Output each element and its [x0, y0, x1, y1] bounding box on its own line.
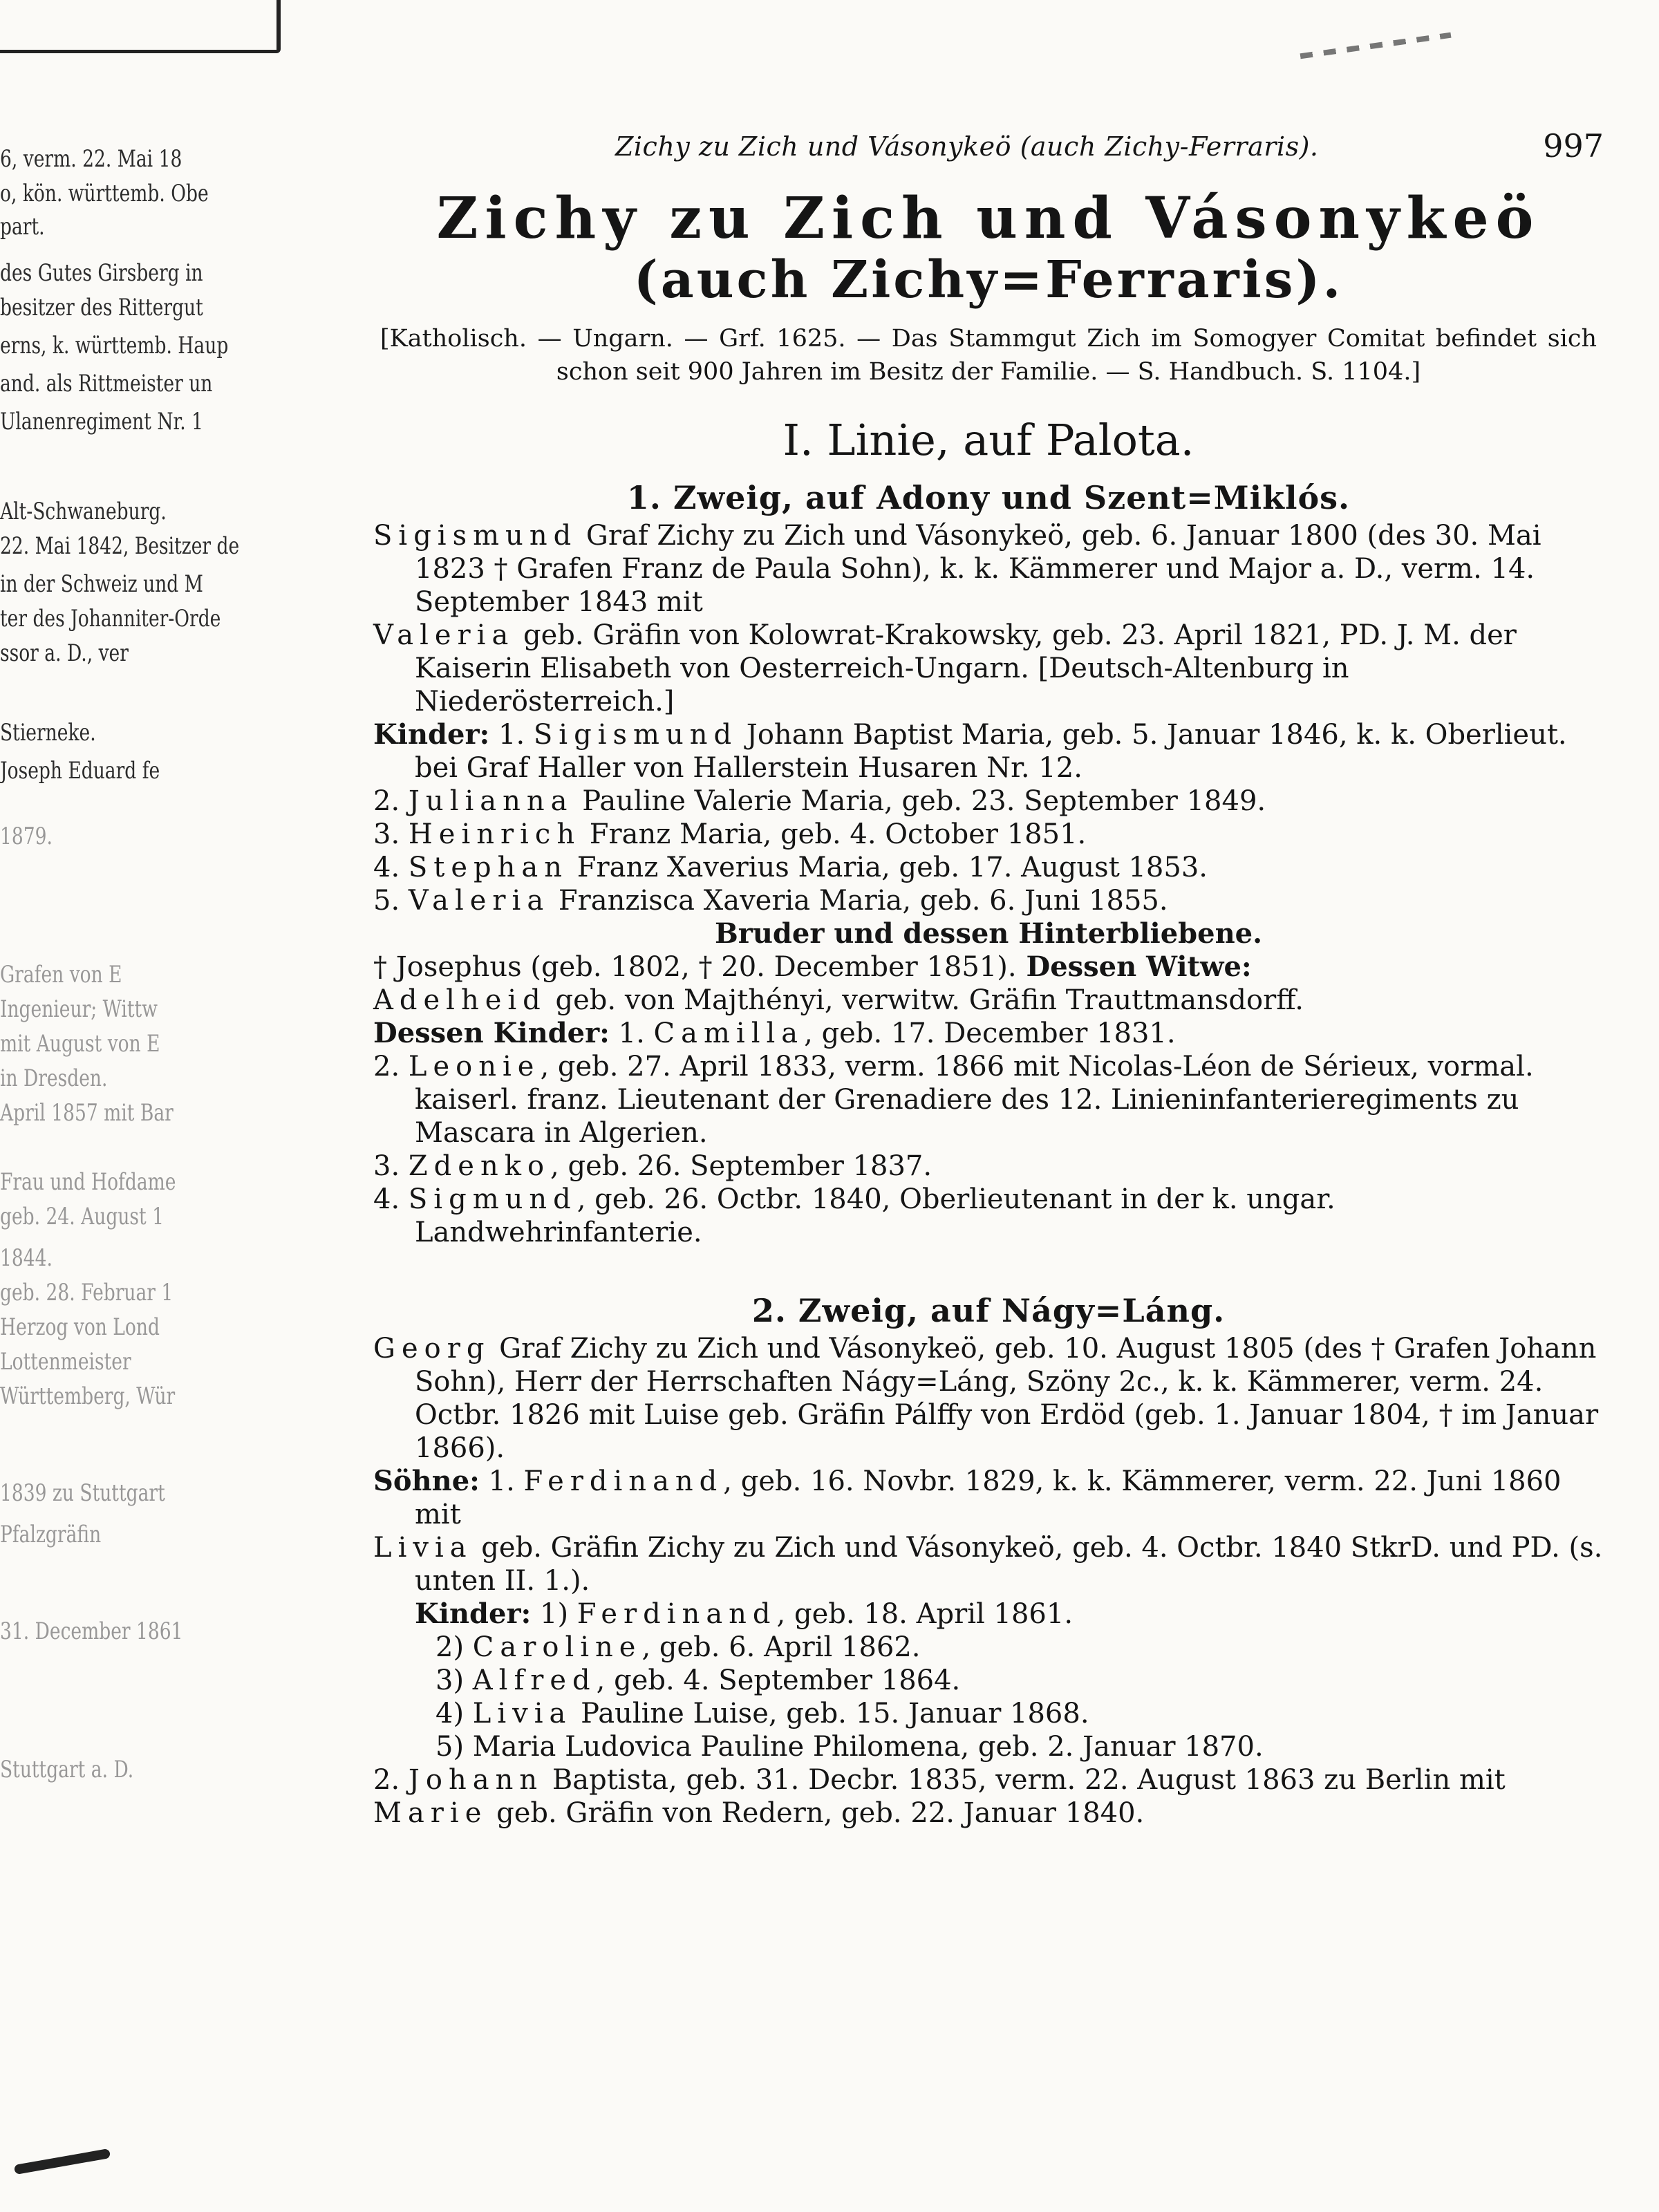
- previous-page-line: Pfalzgräfin: [0, 1521, 102, 1548]
- person-name: Leonie: [408, 1051, 541, 1082]
- previous-page-line: Ingenieur; Wittw: [0, 995, 158, 1023]
- previous-page-line: geb. 24. August 1: [0, 1203, 164, 1230]
- person-name: Livia: [373, 1532, 473, 1564]
- previous-page-line: 31. December 1861: [0, 1618, 183, 1645]
- entry-number: 2.: [373, 785, 409, 817]
- previous-page-line: Württemberg, Wür: [0, 1382, 176, 1410]
- previous-page-line: Stuttgart a. D.: [0, 1756, 134, 1783]
- entry-head: [373, 1332, 1604, 1465]
- sons-label: Söhne:: [373, 1465, 480, 1497]
- entry-number: 2.: [373, 1051, 409, 1082]
- previous-page-line: erns, k. württemb. Haup: [0, 332, 229, 359]
- entry-text: Pauline Valerie Maria, geb. 23. September 1849.: [573, 785, 1266, 817]
- entry-text: † Josephus (geb. 1802, † 20. December 1851).: [373, 951, 1017, 983]
- entry-text: geb. Gräfin von Kolowrat-Krakowsky, geb. 23. April 1821, PD. J. M. der Kaiserin Elisabeth von Oesterreich-Ungarn. [Deutsch-Altenburg in Niederösterreich.]: [415, 619, 1517, 718]
- entry-text: , geb. 27. April 1833, verm. 1866 mit Nicolas-Léon de Sérieux, vormal. kaiserl. franz. Lieutenant der Grenadiere des 12. Linieninfanterieregiments zu Mascara in Algerien.: [415, 1051, 1534, 1149]
- entry-text: Graf Zichy zu Zich und Vásonykeö, geb. 6. Januar 1800 (des 30. Mai 1823 † Grafen Franz de Paula Sohn), k. k. Kämmerer und Major a. D., verm. 14. September 1843 mit: [415, 520, 1541, 618]
- family-title: Zichy zu Zich und Vásonykeö: [436, 185, 1541, 252]
- entry-text: , geb. 4. September 1864.: [596, 1665, 961, 1696]
- person-name: Sigismund: [533, 719, 738, 751]
- entry-number: 1.: [609, 1018, 654, 1049]
- entry-number: 4.: [373, 852, 409, 883]
- entry-number: 2): [435, 1631, 473, 1663]
- entry-number: 3): [435, 1665, 473, 1696]
- entry-child: [373, 1050, 1604, 1150]
- previous-page-line: 1879.: [0, 823, 53, 850]
- person-name: Alfred: [472, 1665, 597, 1696]
- page-number: 997: [1543, 127, 1604, 165]
- entry-child: [373, 718, 1604, 785]
- previous-page-line: 22. Mai 1842, Besitzer de: [0, 532, 240, 560]
- previous-page-line: Frau und Hofdame: [0, 1168, 176, 1196]
- previous-page-line: Joseph Eduard fe: [0, 757, 160, 785]
- entry-grandchild: [373, 1631, 1604, 1664]
- entry-child: [373, 884, 1604, 917]
- main-text-column: [373, 124, 1604, 1830]
- entry-text: geb. Gräfin Zichy zu Zich und Vásonykeö, geb. 4. Octbr. 1840 StkrD. und PD. (s. unten II. 1.).: [415, 1532, 1603, 1597]
- entry-text: Franzisca Xaveria Maria, geb. 6. Juni 1855.: [550, 885, 1168, 917]
- previous-page-line: 6, verm. 22. Mai 18: [0, 145, 182, 173]
- person-name: Ferdinand: [523, 1465, 724, 1497]
- entry-text: Maria Ludovica Pauline Philomena, geb. 2. Januar 1870.: [472, 1731, 1264, 1763]
- previous-page-line: ssor a. D., ver: [0, 639, 129, 667]
- person-name: Stephan: [408, 852, 569, 883]
- family-subtitle: (auch Zichy=Ferraris).: [633, 250, 1344, 310]
- entry-wife: [373, 619, 1604, 718]
- previous-page-line: besitzer des Rittergut: [0, 294, 203, 321]
- person-name: Georg: [373, 1333, 491, 1365]
- entry-text: , geb. 18. April 1861.: [776, 1598, 1074, 1630]
- entry-son: [373, 1763, 1604, 1797]
- previous-page-line: Lottenmeister: [0, 1348, 131, 1376]
- entry-child: [373, 1183, 1604, 1249]
- person-name: Johann: [408, 1764, 544, 1796]
- entry-grandchild: [373, 1664, 1604, 1697]
- entry-grandchild: [373, 1597, 1604, 1631]
- line-heading: I. Linie, auf Palota.: [782, 415, 1194, 465]
- entry-text: , geb. 17. December 1831.: [804, 1018, 1176, 1049]
- person-name: Valeria: [373, 619, 515, 651]
- entry-text: geb. von Majthényi, verwitw. Gräfin Trauttmansdorff.: [546, 984, 1304, 1016]
- previous-page-line: ter des Johanniter-Orde: [0, 605, 221, 632]
- entry-child: [373, 1150, 1604, 1183]
- family-intro: [Katholisch. — Ungarn. — Grf. 1625. — Das Stammgut Zich im Somogyer Comitat befindet sich schon seit 900 Jahren im Besitz der Familie. — S. Handbuch. S. 1104.]: [380, 325, 1597, 386]
- entry-son-wife: [373, 1797, 1604, 1830]
- entry-text: geb. Gräfin von Redern, geb. 22. Januar 1840.: [487, 1797, 1145, 1829]
- previous-page-line: des Gutes Girsberg in: [0, 259, 203, 287]
- previous-page-line: Herzog von Lond: [0, 1313, 160, 1341]
- entry-child: [373, 785, 1604, 818]
- previous-page-line: Ulanenregiment Nr. 1: [0, 408, 204, 435]
- person-name: Sigmund: [408, 1183, 577, 1215]
- previous-page-line: 1844.: [0, 1244, 53, 1272]
- previous-page-line: o, kön. württemb. Obe: [0, 180, 209, 207]
- children-label: Kinder:: [373, 718, 490, 751]
- previous-page-column: [0, 131, 290, 2171]
- person-name: Heinrich: [408, 818, 581, 850]
- running-title: Zichy zu Zich und Vásonykeö (auch Zichy-Ferraris).: [615, 131, 1319, 162]
- previous-page-line: Stierneke.: [0, 719, 96, 747]
- previous-page-line: part.: [0, 213, 45, 241]
- corner-ink-mark: [1300, 32, 1452, 59]
- running-header: [373, 124, 1604, 173]
- entry-number: 4.: [373, 1183, 409, 1215]
- entry-widow: [373, 984, 1604, 1017]
- children-label: Dessen Kinder:: [373, 1017, 610, 1049]
- entry-text: , geb. 16. Novbr. 1829, k. k. Kämmerer, verm. 22. Juni 1860 mit: [415, 1465, 1562, 1530]
- entry-text: Graf Zichy zu Zich und Vásonykeö, geb. 10. August 1805 (des † Grafen Johann Sohn), Herr der Herrschaften Nágy=Láng, Szöny 2c., k. k. Kämmerer, verm. 24. Octbr. 1826 mit Luise geb. Gräfin Pálffy von Erdöd (geb. 1. Januar 1804, † im Januar 1866).: [415, 1333, 1599, 1464]
- branch-heading: 1. Zweig, auf Adony und Szent=Miklós.: [626, 479, 1351, 516]
- previous-page-line: Alt-Schwaneburg.: [0, 498, 167, 525]
- person-name: Camilla: [653, 1018, 805, 1049]
- entry-text: Pauline Luise, geb. 15. Januar 1868.: [572, 1698, 1089, 1730]
- entry-child: [373, 851, 1604, 884]
- entry-text: , geb. 26. Octbr. 1840, Oberlieutenant in der k. ungar. Landwehrinfanterie.: [415, 1183, 1335, 1248]
- previous-page-line: April 1857 mit Bar: [0, 1099, 174, 1127]
- previous-page-line: geb. 28. Februar 1: [0, 1279, 174, 1306]
- entry-child: [373, 1017, 1604, 1050]
- entry-child: [373, 818, 1604, 851]
- entry-text: Johann Baptist Maria, geb. 5. Januar 1846, k. k. Oberlieut. bei Graf Haller von Hallerstein Husaren Nr. 12.: [415, 719, 1567, 784]
- person-name: Sigismund: [373, 520, 578, 552]
- entry-number: 1.: [479, 1465, 524, 1497]
- entry-grandchild: [373, 1730, 1604, 1763]
- previous-page-line: in Dresden.: [0, 1065, 108, 1092]
- top-left-rule: [0, 0, 281, 53]
- children-label: Kinder:: [415, 1597, 532, 1630]
- entry-grandchild: [373, 1697, 1604, 1730]
- previous-page-line: 1839 zu Stuttgart: [0, 1479, 165, 1507]
- person-name: Zdenko: [408, 1150, 551, 1182]
- entry-head: [373, 519, 1604, 619]
- person-name: Adelheid: [373, 984, 547, 1016]
- entry-number: 3.: [373, 1150, 409, 1182]
- previous-page-line: in der Schweiz und M: [0, 570, 203, 598]
- branch-heading: 2. Zweig, auf Nágy=Láng.: [751, 1292, 1226, 1329]
- person-name: Julianna: [408, 785, 574, 817]
- entry-text: Baptista, geb. 31. Decbr. 1835, verm. 22. August 1863 zu Berlin mit: [543, 1764, 1506, 1796]
- entry-number: 4): [435, 1698, 473, 1730]
- person-name: Caroline: [472, 1631, 642, 1663]
- person-name: Valeria: [408, 885, 550, 917]
- entry-number: 1.: [489, 719, 534, 751]
- entry-number: 5): [435, 1731, 473, 1763]
- person-name: Marie: [373, 1797, 488, 1829]
- previous-page-line: mit August von E: [0, 1030, 160, 1058]
- entry-text: Franz Maria, geb. 4. October 1851.: [581, 818, 1087, 850]
- entry-number: 1): [531, 1598, 577, 1630]
- person-name: Ferdinand: [577, 1598, 777, 1630]
- entry-number: 5.: [373, 885, 409, 917]
- person-name: Livia: [472, 1698, 572, 1730]
- entry-number: 2.: [373, 1764, 409, 1796]
- brother-heading: Bruder und dessen Hinterbliebene.: [714, 917, 1263, 950]
- entry-text: , geb. 26. September 1837.: [550, 1150, 932, 1182]
- entry-text: , geb. 6. April 1862.: [641, 1631, 921, 1663]
- entry-son-wife: [373, 1531, 1604, 1597]
- entry-brother: [373, 950, 1604, 984]
- widow-label: Dessen Witwe:: [1016, 950, 1252, 983]
- entry-text: Franz Xaverius Maria, geb. 17. August 1853.: [568, 852, 1208, 883]
- entry-number: 3.: [373, 818, 409, 850]
- previous-page-line: and. als Rittmeister un: [0, 370, 213, 397]
- previous-page-line: Grafen von E: [0, 961, 122, 988]
- entry-son: [373, 1465, 1604, 1531]
